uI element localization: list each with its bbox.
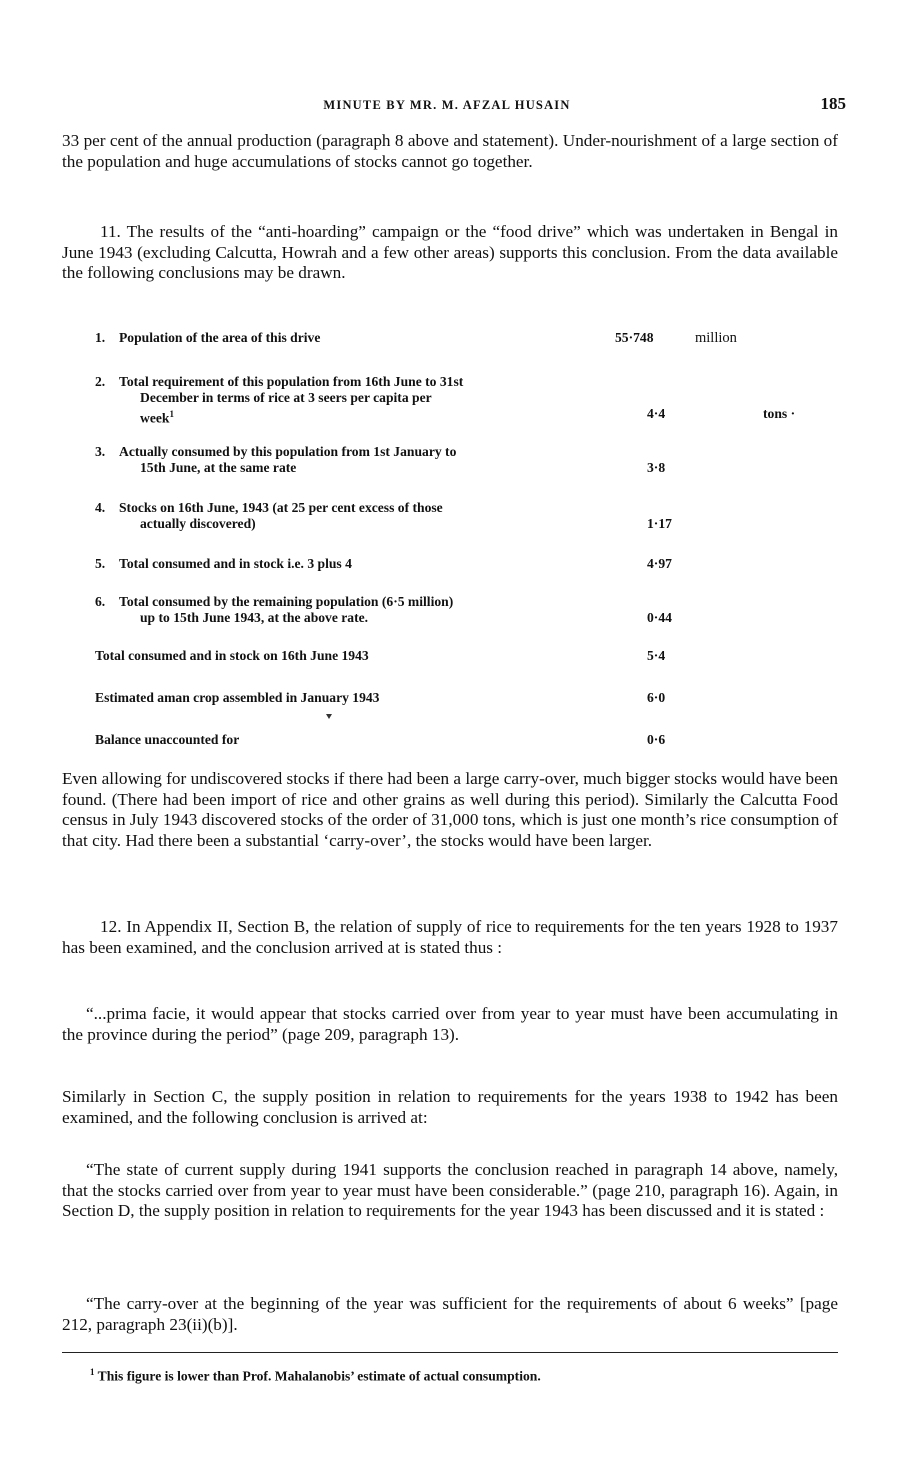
- paragraph-section-c: Similarly in Section C, the supply position in relation to requirements for the years 1938 to 1942 has been examined, and the following conclusion is arrived at:: [62, 1087, 838, 1127]
- footnote-marker: 1: [90, 1367, 95, 1377]
- total-label: Total consumed and in stock on 16th June 1943: [95, 648, 369, 663]
- header-title: MINUTE BY MR. M. AFZAL HUSAIN: [323, 98, 571, 112]
- balance-label: Balance unaccounted for: [95, 732, 240, 747]
- row-number: 1.: [95, 330, 106, 345]
- row-number: 6.: [95, 594, 106, 609]
- print-mark: [326, 714, 332, 719]
- row-label-line: up to 15th June 1943, at the above rate.: [140, 610, 369, 625]
- row-label-line: [119, 406, 619, 427]
- row-label: [119, 594, 619, 626]
- row-number: 3.: [95, 444, 106, 459]
- running-header: [62, 94, 846, 116]
- row-label-line: Total requirement of this population from 16th June to 31st: [119, 374, 464, 389]
- footnote-ref: 1: [169, 409, 174, 419]
- row-unit: million: [695, 330, 737, 346]
- row-value: 4·97: [647, 556, 672, 571]
- row-number: 2.: [95, 374, 106, 389]
- estimated-label: Estimated aman crop assembled in January 1943: [95, 690, 380, 705]
- estimated-value: 6·0: [647, 690, 666, 705]
- balance-value: 0·6: [647, 732, 666, 747]
- page-number: 185: [820, 94, 846, 113]
- row-label-line: Total consumed by the remaining population (6·5 million): [119, 594, 454, 609]
- row-value: 55·748: [615, 330, 654, 345]
- row-label: [119, 444, 619, 476]
- paragraph-12: 12. In Appendix II, Section B, the relation of supply of rice to requirements for the ten years 1928 to 1937 has been examined, and the conclusion arrived at is stated thus :: [62, 917, 838, 957]
- row-value: 3·8: [647, 460, 666, 475]
- paragraph-11: 11. The results of the “anti-hoarding” campaign or the “food drive” which was undertaken in Bengal in June 1943 (excluding Calcutta, Howrah and a few other areas) supports this conclusion. From the data available the following conclusions may be drawn.: [62, 222, 838, 282]
- row-unit: tons ·: [763, 406, 796, 421]
- row-number: 5.: [95, 556, 106, 571]
- row-label-line-end: week: [140, 410, 170, 426]
- paragraph-continuation: 33 per cent of the annual production (paragraph 8 above and statement). Under-nourishment of a large section of the population and huge accumulations of stocks cannot go together.: [62, 131, 838, 171]
- row-label-line: Stocks on 16th June, 1943 (at 25 per cent excess of those: [119, 500, 443, 515]
- quote-section-d: “The carry-over at the beginning of the year was sufficient for the requirements of about 6 weeks” [page 212, paragraph 23(ii)(b)].: [62, 1294, 838, 1334]
- row-label-line: 15th June, at the same rate: [140, 460, 297, 475]
- row-label-line: Actually consumed by this population from 1st January to: [119, 444, 457, 459]
- total-value: 5·4: [647, 648, 666, 663]
- row-label: Total consumed and in stock i.e. 3 plus 4: [119, 556, 352, 571]
- paragraph-even-allowing: Even allowing for undiscovered stocks if there had been a large carry-over, much bigger stocks would have been found. (There had been import of rice and other grains as well during this period). Similarly the Calcutta Food census in July 1943 discovered stocks of the order of 31,000 tons, which is just one month’s rice consumption of that city. Had there been a substantial ‘carry-over’, the stocks would have been larger.: [62, 769, 838, 850]
- quote-section-b: “...prima facie, it would appear that stocks carried over from year to year must have been accumulating in the province during the period” (page 209, paragraph 13).: [62, 1004, 838, 1044]
- footnote: [90, 1367, 541, 1385]
- row-label: [119, 374, 619, 427]
- row-value: 4·4: [647, 406, 666, 421]
- row-label-line: December in terms of rice at 3 seers per capita per: [140, 390, 432, 405]
- row-label: Population of the area of this drive: [119, 330, 321, 345]
- row-label: [119, 500, 619, 532]
- row-number: 4.: [95, 500, 106, 515]
- row-label-line: actually discovered): [140, 516, 256, 531]
- footnote-text: This figure is lower than Prof. Mahalanobis’ estimate of actual consumption.: [97, 1368, 541, 1384]
- row-value: 0·44: [647, 610, 672, 625]
- footnote-rule: [62, 1352, 838, 1353]
- row-value: 1·17: [647, 516, 672, 531]
- quote-section-c-d: “The state of current supply during 1941 supports the conclusion reached in paragraph 14 above, namely, that the stocks carried over from year to year must have been considerable.” (page 210, paragraph 16). Again, in Section D, the supply position in relation to requirements for the year 1943 has been discussed and it is stated :: [62, 1160, 838, 1220]
